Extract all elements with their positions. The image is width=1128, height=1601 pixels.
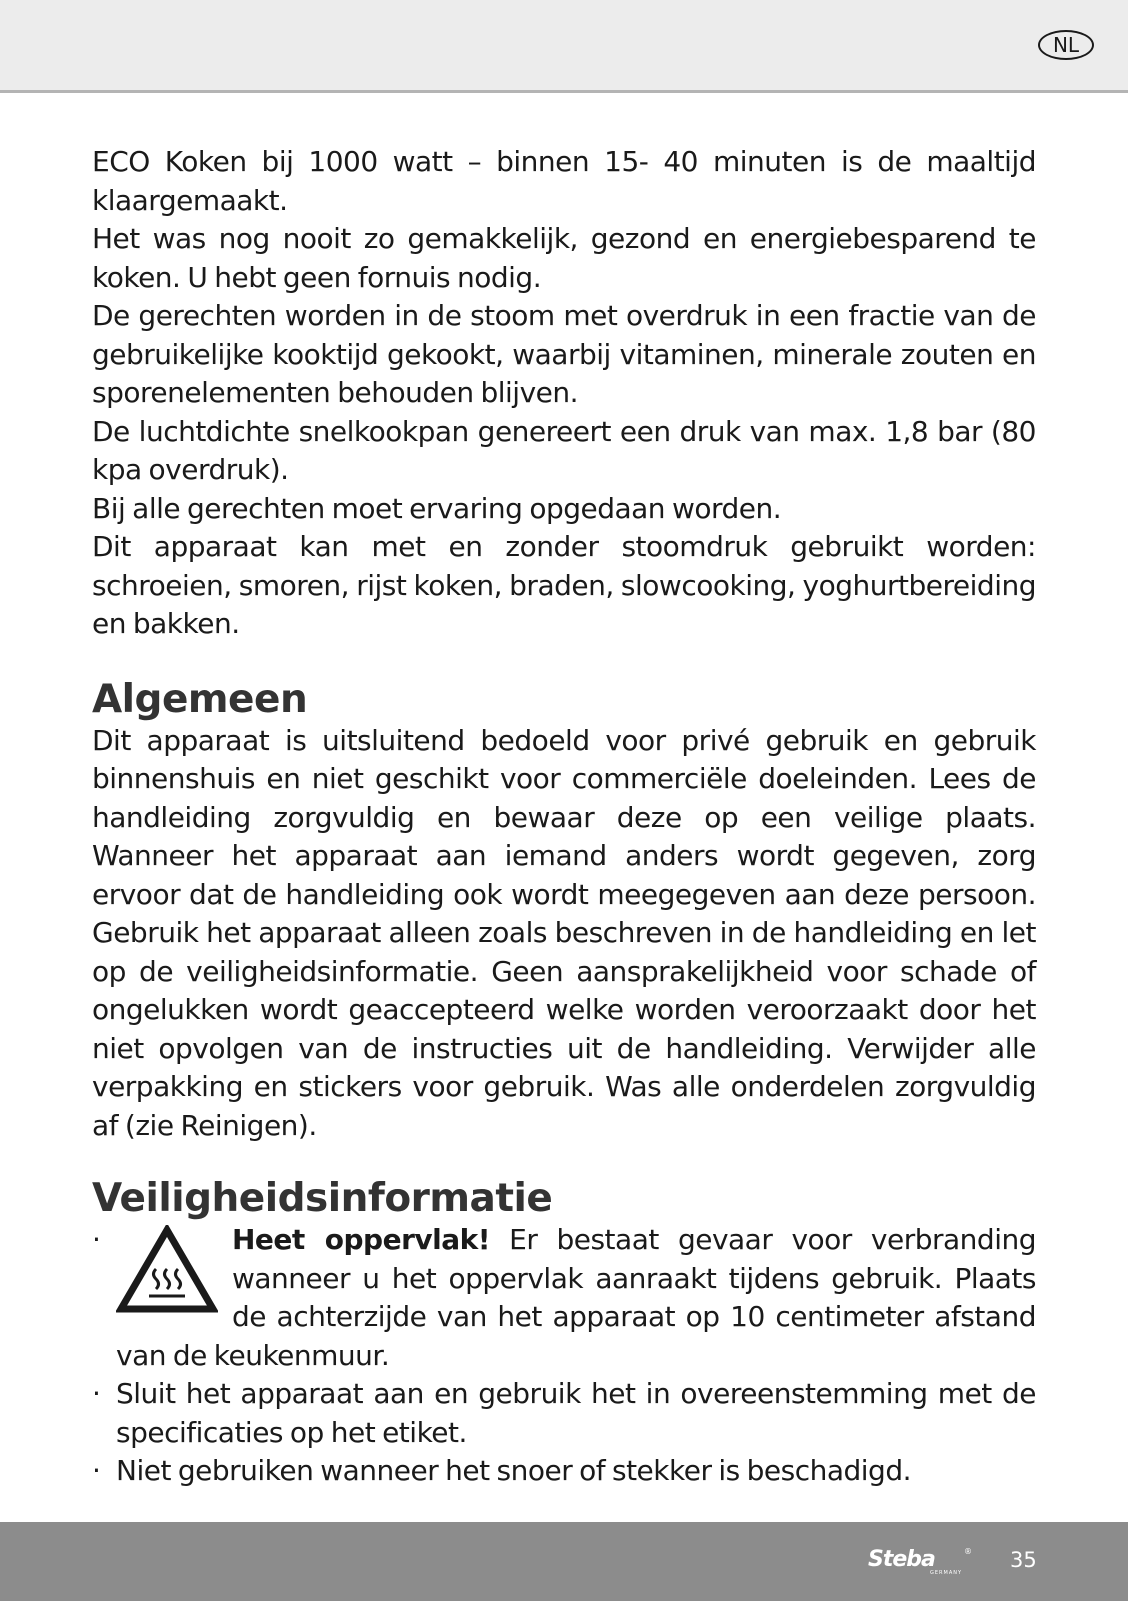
algemeen-paragraph: Dit apparaat is uitsluitend bedoeld voor privé gebruik en gebruik binnenshuis en niet geschikt voor commerciële doeleinden. Lees de handleiding zorgvuldig en bewaar deze op een veilige plaats. Wanneer het apparaat aan iemand anders wordt gegeven, zorg ervoor dat de handleiding ook wordt meegegeven aan deze persoon. Gebruik het apparaat alleen zoals beschreven in de handleiding en let op de veiligheidsinformatie. Geen aansprakelijkheid voor schade of ongelukken wordt geaccepteerd welke worden veroorzaakt door het niet opvolgen van de instructies uit de handleiding. Verwijder alle verpakking en stickers voor gebruik. Was alle onderdelen zorgvuldig af (zie Reinigen). — [92, 723, 1036, 1142]
warning-text: Er bestaat gevaar voor verbranding wanneer u het oppervlak aanraakt tijdens gebruik. Plaats de achterzijde van het apparaat op 10 centimeter afstand van de keukenmuur. — [116, 1223, 1036, 1372]
list-item — [92, 1452, 1036, 1491]
intro-paragraph: Dit apparaat kan met en zonder stoomdruk gebruikt worden: schroeien, smoren, rijst koken, braden, slowcooking, yoghurtbereiding en bakken. — [92, 530, 1036, 640]
intro-paragraph: De gerechten worden in de stoom met overdruk in een fractie van de gebruikelijke kooktijd gekookt, waarbij vitaminen, minerale zouten en sporenelementen behouden blijven. — [92, 299, 1036, 409]
list-item-text: Niet gebruiken wanneer het snoer of stekker is beschadigd. — [116, 1454, 912, 1487]
intro-section — [92, 143, 1036, 644]
section-heading-veiligheidsinformatie: Veiligheidsinformatie — [92, 1176, 553, 1221]
bullet-dot: · — [92, 1223, 101, 1256]
page-number: 35 — [1010, 1548, 1037, 1572]
intro-paragraph: ECO Koken bij 1000 watt – binnen 15- 40 minuten is de maaltijd klaargemaakt. — [92, 145, 1036, 217]
svg-text:GERMANY: GERMANY — [930, 1570, 963, 1576]
language-badge: NL — [1038, 30, 1094, 60]
bullet-dot: · — [92, 1377, 101, 1410]
bullet-dot: · — [92, 1454, 101, 1487]
intro-paragraph: Bij alle gerechten moet ervaring opgedaan worden. — [92, 491, 782, 525]
list-item — [92, 1221, 1036, 1375]
section-heading-algemeen: Algemeen — [92, 676, 308, 722]
safety-list — [92, 1221, 1036, 1491]
steba-logo — [868, 1544, 984, 1576]
svg-text:Steba: Steba — [868, 1547, 935, 1572]
list-item-text: Sluit het apparaat aan en gebruik het in overeenstemming met de specificaties op het etiket. — [116, 1377, 1036, 1449]
warning-label: Heet oppervlak! — [232, 1223, 491, 1256]
page-footer — [0, 1522, 1128, 1601]
hot-surface-warning-icon — [116, 1225, 218, 1313]
list-item — [92, 1375, 1036, 1452]
intro-paragraph: Het was nog nooit zo gemakkelijk, gezond en energiebesparend te koken. U hebt geen fornuis nodig. — [92, 222, 1036, 294]
intro-paragraph: De luchtdichte snelkookpan genereert een druk van max. 1,8 bar (80 kpa overdruk). — [92, 414, 1036, 486]
svg-text:®: ® — [964, 1547, 972, 1556]
page-content — [92, 143, 1036, 1491]
page-header — [0, 0, 1128, 93]
